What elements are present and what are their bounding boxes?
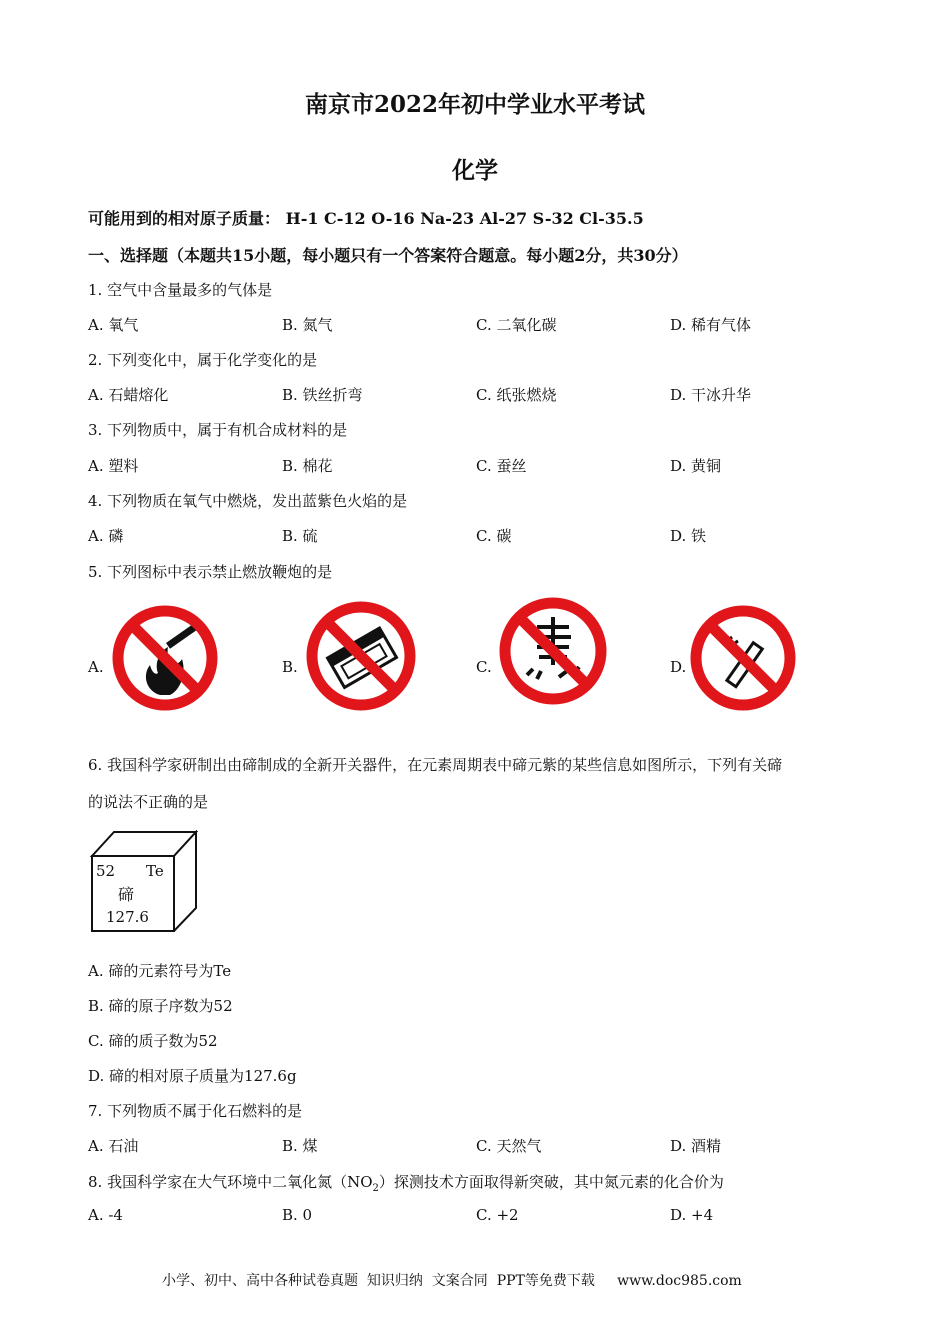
q4-option-d: D. 铁 [670, 527, 707, 545]
no-firecrackers-icon [497, 595, 609, 707]
q5-option-d: D. [670, 658, 687, 676]
page-footer: 小学、初中、高中各种试卷真题 知识归纳 文案合同 PPT等免费下载 www.doc985.com [162, 1273, 742, 1289]
page-title: 南京市2022年初中学业水平考试 [304, 91, 645, 118]
q8-option-a: A. -4 [88, 1206, 123, 1224]
q2-option-a: A. 石蜡熔化 [88, 386, 169, 404]
no-smoking-icon [688, 603, 798, 713]
q4-option-a: A. 磷 [88, 527, 124, 545]
element-name: 碲 [118, 885, 135, 904]
question-3: 3. 下列物质中，属于有机合成材料的是 [88, 421, 348, 439]
question-8-pre: 8. 我国科学家在大气环境中二氧化氮（NO [88, 1173, 373, 1191]
section-heading: 一、选择题（本题共15小题，每小题只有一个答案符合题意。每小题2分，共30分） [88, 246, 688, 265]
q6-option-a: A. 碲的元素符号为Te [88, 962, 232, 980]
q4-option-c: C. 碳 [476, 527, 512, 545]
q8-option-d: D. +4 [670, 1206, 714, 1224]
atomic-masses: 可能用到的相对原子质量： H-1 C-12 O-16 Na-23 Al-27 S-32 Cl-35.5 [88, 209, 644, 228]
q5-option-a: A. [88, 658, 104, 676]
q3-option-a: A. 塑料 [88, 457, 139, 475]
q8-option-c: C. +2 [476, 1206, 519, 1224]
q1-option-b: B. 氮气 [282, 316, 333, 334]
no-open-flame-icon [110, 603, 220, 713]
question-8-subscript: 2 [372, 1183, 379, 1194]
q6-option-b: B. 碲的原子序数为52 [88, 997, 233, 1015]
subject-title: 化学 [452, 157, 498, 184]
q7-option-a: A. 石油 [88, 1137, 139, 1155]
no-matches-icon [304, 599, 418, 713]
q2-option-c: C. 纸张燃烧 [476, 386, 557, 404]
element-symbol: Te [146, 862, 164, 880]
question-1: 1. 空气中含量最多的气体是 [88, 281, 273, 299]
question-2: 2. 下列变化中，属于化学变化的是 [88, 351, 318, 369]
q7-option-c: C. 天然气 [476, 1137, 542, 1155]
q7-option-d: D. 酒精 [670, 1137, 722, 1155]
question-4: 4. 下列物质在氧气中燃烧，发出蓝紫色火焰的是 [88, 492, 408, 510]
q6-option-c: C. 碲的质子数为52 [88, 1032, 218, 1050]
q8-option-b: B. 0 [282, 1206, 313, 1224]
element-atomic-number: 52 [96, 862, 116, 880]
q4-option-b: B. 硫 [282, 527, 318, 545]
q1-option-c: C. 二氧化碳 [476, 316, 557, 334]
question-8-post: ）探测技术方面取得新突破，其中氮元素的化合价为 [378, 1173, 724, 1191]
q5-option-b: B. [282, 658, 298, 676]
q1-option-a: A. 氧气 [88, 316, 139, 334]
q3-option-c: C. 蚕丝 [476, 457, 527, 475]
question-7: 7. 下列物质不属于化石燃料的是 [88, 1102, 303, 1120]
q6-option-d: D. 碲的相对原子质量为127.6g [88, 1067, 297, 1085]
question-5: 5. 下列图标中表示禁止燃放鞭炮的是 [88, 563, 333, 581]
question-8 [88, 1171, 724, 1194]
q3-option-b: B. 棉花 [282, 457, 333, 475]
q2-option-d: D. 干冰升华 [670, 386, 752, 404]
element-atomic-mass: 127.6 [106, 908, 149, 926]
q2-option-b: B. 铁丝折弯 [282, 386, 363, 404]
question-6-line-1: 6. 我国科学家研制出由碲制成的全新开关器件，在元素周期表中碲元紫的某些信息如图所示，下列有关碲 [88, 756, 783, 774]
q5-option-c: C. [476, 658, 492, 676]
question-6-line-2: 的说法不正确的是 [88, 793, 209, 811]
q3-option-d: D. 黄铜 [670, 457, 722, 475]
element-card [90, 830, 198, 932]
q1-option-d: D. 稀有气体 [670, 316, 752, 334]
q7-option-b: B. 煤 [282, 1137, 318, 1155]
